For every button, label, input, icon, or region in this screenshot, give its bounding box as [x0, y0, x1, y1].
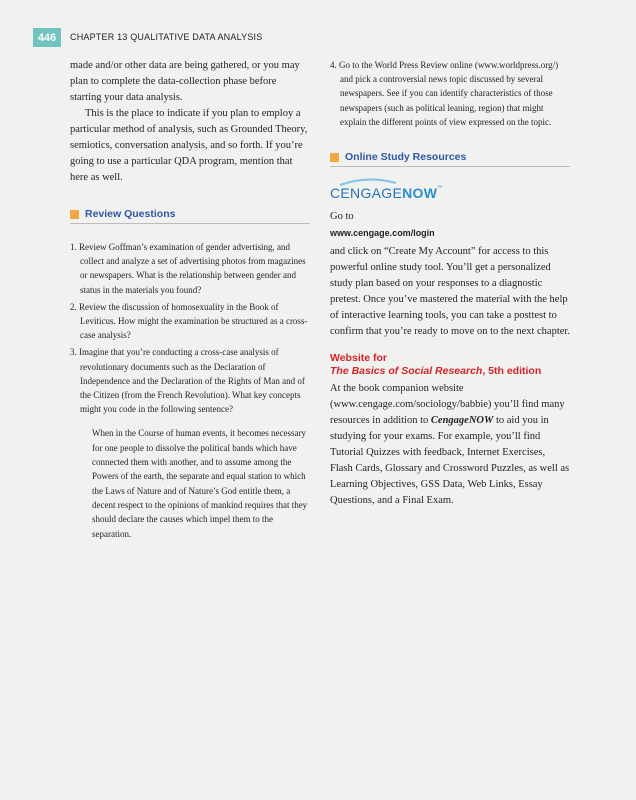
- website-heading-line1: Website for: [330, 352, 387, 365]
- online-study-paragraph: and click on “Create My Account” for access to this powerful online study tool. You’ll get a personalized study plan based on your responses to a diagnostic pretest. Once you’ve mastered the material with the help of interactive learning tools, you can take a posttest to confirm that you’re ready to move on to the next chapter.: [330, 246, 570, 338]
- running-head: CHAPTER 13 QUALITATIVE DATA ANALYSIS: [70, 32, 263, 42]
- intro-paragraph-1: made and/or other data are being gathered, or you may plan to complete the data-collection phase before starting your data analysis.: [70, 60, 300, 103]
- go-to-text: Go to: [330, 211, 354, 223]
- declaration-quote: When in the Course of human events, it becomes necessary for one people to dissolve the political bands which have connected them with another, and to assume among the Powers of the earth, the separate and equal station to which the Laws of Nature and of Nature’s God entitle them, a decent respect to the opinions of mankind requires that they should declare the causes which impel them to the separation.: [92, 428, 308, 539]
- review-questions-heading: [70, 208, 310, 224]
- website-heading: [330, 352, 570, 378]
- website-text-before: At the book companion website (www.cengage.com/sociology/babbie) you’ll find many resources in addition to: [330, 383, 565, 427]
- cengage-login-link[interactable]: www.cengage.com/login: [330, 228, 435, 239]
- logo-cengage-text: CENGAGE: [330, 185, 403, 202]
- list-item: 2. Review the discussion of homosexuality in the Book of Leviticus. How might the examination be structured as a cross-case analysis?: [70, 301, 308, 341]
- cengagenow-term: CengageNOW: [430, 415, 494, 427]
- book-title: The Basics of Social Research: [330, 365, 483, 378]
- left-column: [70, 58, 310, 541]
- online-study-resources-heading: [330, 151, 570, 167]
- square-bullet-icon: [330, 153, 339, 162]
- logo-now-text: NOW: [402, 185, 438, 202]
- website-paragraph: [330, 381, 570, 509]
- online-study-resources-title: Online Study Resources: [345, 151, 467, 164]
- review-question-4: 4. Go to the World Press Review online (www.worldpress.org/) and pick a controversial news topic discussed by several newspapers. See if you can identify characteristics of those newspapers (such as political leaning, region) that might explain the different points of view expressed on the topic.: [330, 60, 559, 127]
- square-bullet-icon: [70, 210, 79, 219]
- cengage-now-logo: [330, 177, 443, 201]
- logo-tm: ™: [437, 185, 443, 192]
- list-item: 1. Review Goffman’s examination of gender advertising, and collect and analyze a set of advertising photos from magazines or newspapers. What is the relationship between gender and status in the materials you found?: [70, 242, 306, 295]
- website-text-after: to aid you in studying for your exams. For example, you’ll find Tutorial Quizzes with feedback, Internet Exercises, Flash Cards, Glossary and Crossword Puzzles, as well as Learning Objectives, GSS Data, Web Links, Essay Questions, and a Final Exam.: [330, 415, 570, 507]
- logo-swoosh-icon: [338, 177, 398, 187]
- page-number: 446: [33, 28, 61, 47]
- book-edition: , 5th edition: [482, 365, 542, 378]
- website-heading-line2: [330, 365, 570, 378]
- intro-paragraph-2: This is the place to indicate if you plan to employ a particular method of analysis, such as Grounded Theory, semiotics, conversation analysis, and so forth. If you’re going to use a particular QDA program, mention that here as well.: [70, 108, 308, 183]
- right-column: [330, 58, 570, 509]
- review-questions-list: [70, 240, 310, 416]
- review-questions-title: Review Questions: [85, 208, 176, 220]
- list-item: 3. Imagine that you’re conducting a cross-case analysis of revolutionary documents such as the Declaration of Independence and the Declaration of the Rights of Man and of the Citizen (from the French Revolution). What key concepts might you code in the following sentence?: [70, 347, 305, 415]
